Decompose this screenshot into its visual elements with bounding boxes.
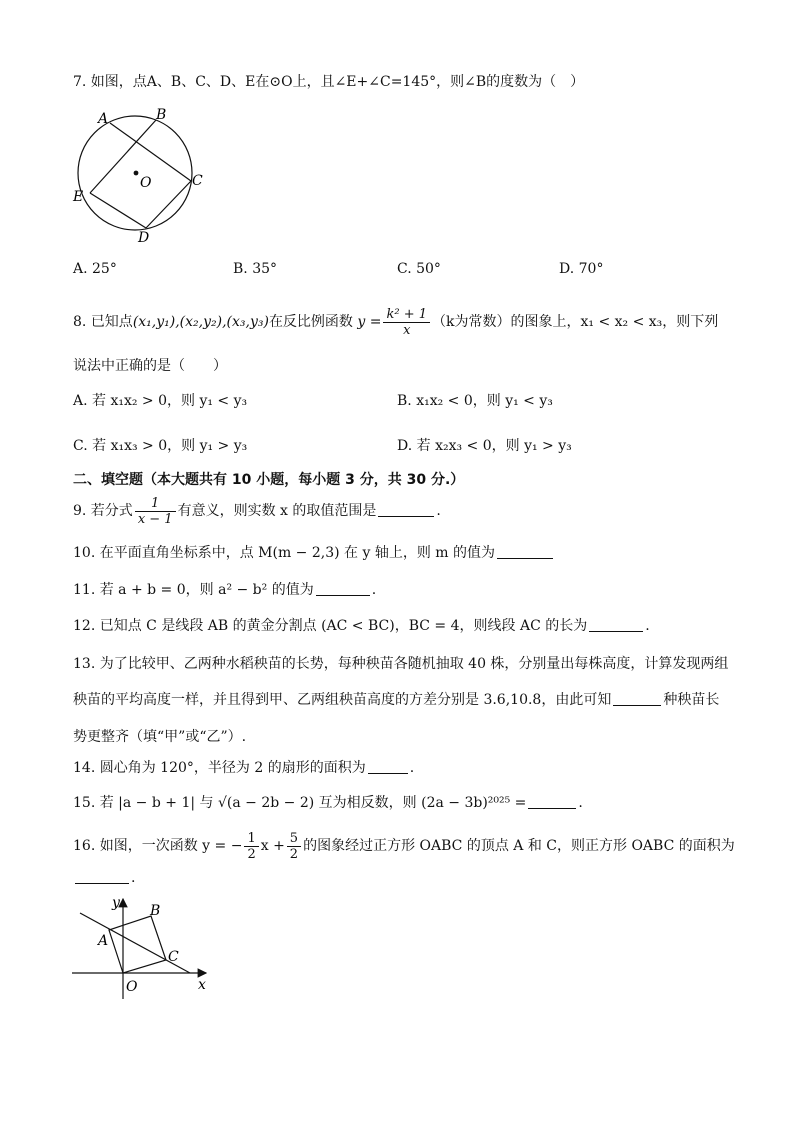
- q16-text-b: x +: [260, 838, 285, 854]
- q8-option-b: B. x₁x₂ < 0，则 y₁ < y₃: [397, 393, 553, 409]
- q15-line: [73, 793, 583, 813]
- q16-f1-num: 1: [244, 831, 258, 847]
- q13-line2: [73, 690, 719, 710]
- q9-end: .: [436, 503, 441, 519]
- q14-answer-blank[interactable]: [368, 759, 408, 774]
- q11-answer-blank[interactable]: [316, 581, 370, 596]
- q7-label-e: E: [73, 189, 84, 205]
- q9-den: x − 1: [137, 511, 173, 527]
- q16-label-b: B: [150, 903, 161, 919]
- q16-f2-num: 5: [287, 831, 301, 847]
- q7-option-a: A. 25°: [73, 261, 117, 277]
- q8-option-d: D. 若 x₂x₃ < 0，则 y₁ > y₃: [397, 438, 572, 454]
- q15-answer-blank[interactable]: [528, 794, 576, 809]
- q16-label-y: y: [112, 895, 120, 911]
- q7-circle-figure: [70, 105, 210, 245]
- q8-func-num: k² + 1: [383, 307, 430, 323]
- q16-fraction-2: [287, 831, 301, 862]
- q8-text-c: （k为常数）的图象上，x₁ < x₂ < x₃，则下列: [432, 314, 719, 330]
- q7-option-c: C. 50°: [397, 261, 441, 277]
- q8-option-a: A. 若 x₁x₂ > 0，则 y₁ < y₃: [73, 393, 248, 409]
- q8-line2: 说法中正确的是（ ）: [73, 358, 227, 374]
- q8-text-a: 已知点: [90, 314, 133, 330]
- q16-f2-den: 2: [289, 846, 299, 862]
- q10-text: 10. 在平面直角坐标系中，点 M(m − 2,3) 在 y 轴上，则 m 的值为: [73, 545, 496, 561]
- q16-label-a: A: [98, 933, 109, 949]
- q7-label-o: O: [140, 175, 152, 191]
- q15-end: .: [578, 795, 583, 811]
- q8-func-den: x: [403, 322, 411, 338]
- q11-text: 11. 若 a + b = 0，则 a² − b² 的值为: [73, 582, 314, 598]
- q9-answer-blank[interactable]: [378, 502, 434, 517]
- q7-label-b: B: [156, 107, 167, 123]
- q13-line3: 势更整齐（填“甲”或“乙”）.: [73, 729, 247, 745]
- q7-label-d: D: [138, 230, 150, 245]
- q12-answer-blank[interactable]: [589, 617, 643, 632]
- q14-line: [73, 758, 414, 778]
- q13-text-a: 秧苗的平均高度一样，并且得到甲、乙两组秧苗高度的方差分别是 3.6,10.8，由此可知: [73, 692, 612, 708]
- q16-label-o: O: [126, 979, 138, 995]
- q11-end: .: [371, 582, 377, 598]
- q16-square-figure: [70, 893, 220, 1003]
- q10-answer-blank[interactable]: [497, 544, 553, 559]
- q14-text: 14. 圆心角为 120°，半径为 2 的扇形的面积为: [73, 760, 366, 776]
- q12-line: [73, 616, 650, 636]
- q16-line1: [73, 826, 735, 866]
- q7-text: 7. 如图，点A、B、C、D、E在⊙O上，且∠E+∠C=145°，则∠B的度数为（ ）: [73, 74, 585, 90]
- q13-text-b: 种秧苗长: [663, 692, 720, 708]
- q16-text-a: 16. 如图，一次函数 y = −: [73, 838, 243, 854]
- q8-text-b: 在反比例函数: [268, 314, 353, 330]
- q14-end: .: [409, 760, 415, 776]
- q8-number: 8.: [73, 314, 87, 330]
- q13-answer-blank[interactable]: [613, 691, 661, 706]
- q7-label-a: A: [98, 111, 109, 127]
- q16-label-x: x: [198, 977, 206, 993]
- q16-label-c: C: [168, 949, 179, 965]
- q16-line2: [73, 868, 135, 888]
- section2-heading: 二、填空题（本大题共有 10 小题，每小题 3 分，共 30 分.）: [73, 472, 465, 488]
- q12-text: 12. 已知点 C 是线段 AB 的黄金分割点 (AC < BC)，BC = 4，则线段 AC 的长为: [73, 618, 588, 634]
- q7-option-d: D. 70°: [559, 261, 604, 277]
- q13-line1: 13. 为了比较甲、乙两种水稻秧苗的长势，每种秧苗各随机抽取 40 株，分别量出每株高度，计算发现两组: [73, 656, 729, 672]
- q16-fraction-1: [244, 831, 258, 862]
- q16-end: .: [131, 870, 136, 886]
- q8-option-c: C. 若 x₁x₃ > 0，则 y₁ > y₃: [73, 438, 248, 454]
- q9-num: 1: [135, 496, 176, 512]
- q8-func-lhs: y =: [357, 314, 382, 330]
- q16-text-c: 的图象经过正方形 OABC 的顶点 A 和 C，则正方形 OABC 的面积为: [303, 838, 735, 854]
- q11-line: [73, 580, 376, 600]
- q16-answer-blank[interactable]: [75, 869, 129, 884]
- q7-option-b: B. 35°: [233, 261, 278, 277]
- q7-label-c: C: [192, 173, 203, 189]
- q9-text-b: 有意义，则实数 x 的取值范围是: [177, 503, 377, 519]
- q9-fraction: [135, 496, 176, 527]
- q10-line: [73, 543, 555, 563]
- q12-end: .: [645, 618, 650, 634]
- q15-text: 15. 若 |a − b + 1| 与 √(a − 2b − 2) 互为相反数，则 (2a − 3b)²⁰²⁵ =: [73, 795, 527, 811]
- q8-points: (x₁,y₁),(x₂,y₂),(x₃,y₃): [132, 314, 269, 330]
- q16-f1-den: 2: [247, 846, 256, 862]
- q8-line1: [73, 302, 718, 342]
- q9-text-a: 9. 若分式: [73, 503, 133, 519]
- q9-line: [73, 491, 441, 531]
- q8-func-fraction: [383, 307, 430, 338]
